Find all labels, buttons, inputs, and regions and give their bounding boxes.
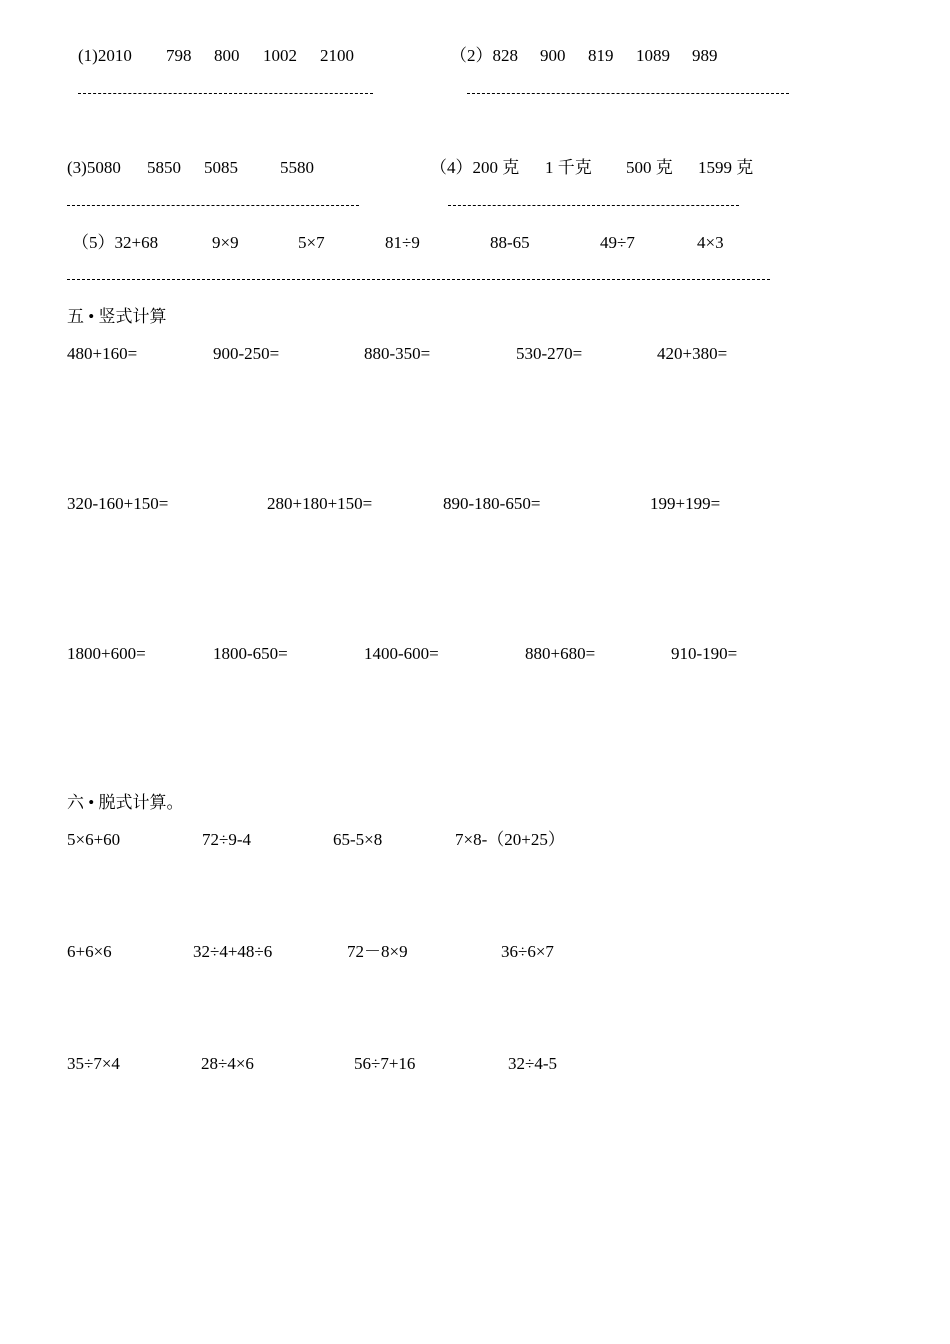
q2-item-1: （2）828 bbox=[450, 46, 518, 65]
step-problem: 65-5×8 bbox=[333, 830, 383, 849]
step-problem: 28÷4×6 bbox=[201, 1054, 254, 1073]
vertical-problem: 1800-650= bbox=[213, 644, 288, 663]
vertical-problem: 910-190= bbox=[671, 644, 738, 663]
q1-item-1: (1)2010 bbox=[78, 46, 132, 65]
q5-item-5: 88-65 bbox=[490, 233, 530, 252]
step-problem: 36÷6×7 bbox=[501, 942, 554, 961]
step-problem: 7×8-（20+25） bbox=[455, 830, 565, 849]
q5-item-7: 4×3 bbox=[697, 233, 724, 252]
q5-item-3: 5×7 bbox=[298, 233, 325, 252]
answer-line-q5 bbox=[67, 279, 770, 280]
section-6-title: 六 • 脱式计算。 bbox=[67, 793, 184, 812]
q5-item-2: 9×9 bbox=[212, 233, 239, 252]
q1-item-5: 2100 bbox=[320, 46, 354, 65]
answer-line-q3 bbox=[67, 205, 359, 206]
step-problem: 32÷4-5 bbox=[508, 1054, 557, 1073]
vertical-problem: 900-250= bbox=[213, 344, 280, 363]
q1-item-4: 1002 bbox=[263, 46, 297, 65]
answer-line-q2 bbox=[467, 93, 789, 94]
step-problem: 5×6+60 bbox=[67, 830, 121, 849]
step-problem: 6+6×6 bbox=[67, 942, 112, 961]
q4-item-4: 1599 克 bbox=[698, 158, 754, 177]
q3-item-2: 5850 bbox=[147, 158, 181, 177]
step-problem: 32÷4+48÷6 bbox=[193, 942, 273, 961]
q3-item-4: 5580 bbox=[280, 158, 314, 177]
q4-item-2: 1 千克 bbox=[545, 158, 592, 177]
q5-item-1: （5）32+68 bbox=[72, 233, 159, 252]
q1-item-3: 800 bbox=[214, 46, 240, 65]
vertical-problem: 320-160+150= bbox=[67, 494, 169, 513]
q5-item-6: 49÷7 bbox=[600, 233, 635, 252]
q3-item-3: 5085 bbox=[204, 158, 238, 177]
section-5-title: 五 • 竖式计算 bbox=[67, 307, 167, 326]
vertical-problem: 480+160= bbox=[67, 344, 138, 363]
q4-item-3: 500 克 bbox=[626, 158, 673, 177]
answer-line-q1 bbox=[78, 93, 373, 94]
q2-item-5: 989 bbox=[692, 46, 718, 65]
vertical-problem: 1800+600= bbox=[67, 644, 146, 663]
vertical-problem: 420+380= bbox=[657, 344, 728, 363]
q2-item-2: 900 bbox=[540, 46, 566, 65]
q4-item-1: （4）200 克 bbox=[430, 158, 520, 177]
vertical-problem: 890-180-650= bbox=[443, 494, 541, 513]
vertical-problem: 880+680= bbox=[525, 644, 596, 663]
vertical-problem: 880-350= bbox=[364, 344, 431, 363]
vertical-problem: 530-270= bbox=[516, 344, 583, 363]
q2-item-3: 819 bbox=[588, 46, 614, 65]
q2-item-4: 1089 bbox=[636, 46, 670, 65]
q3-item-1: (3)5080 bbox=[67, 158, 121, 177]
vertical-problem: 199+199= bbox=[650, 494, 721, 513]
answer-line-q4 bbox=[448, 205, 739, 206]
step-problem: 35÷7×4 bbox=[67, 1054, 120, 1073]
step-problem: 56÷7+16 bbox=[354, 1054, 416, 1073]
step-problem: 72－8×9 bbox=[347, 942, 408, 961]
q1-item-2: 798 bbox=[166, 46, 192, 65]
vertical-problem: 1400-600= bbox=[364, 644, 439, 663]
q5-item-4: 81÷9 bbox=[385, 233, 420, 252]
vertical-problem: 280+180+150= bbox=[267, 494, 373, 513]
step-problem: 72÷9-4 bbox=[202, 830, 251, 849]
